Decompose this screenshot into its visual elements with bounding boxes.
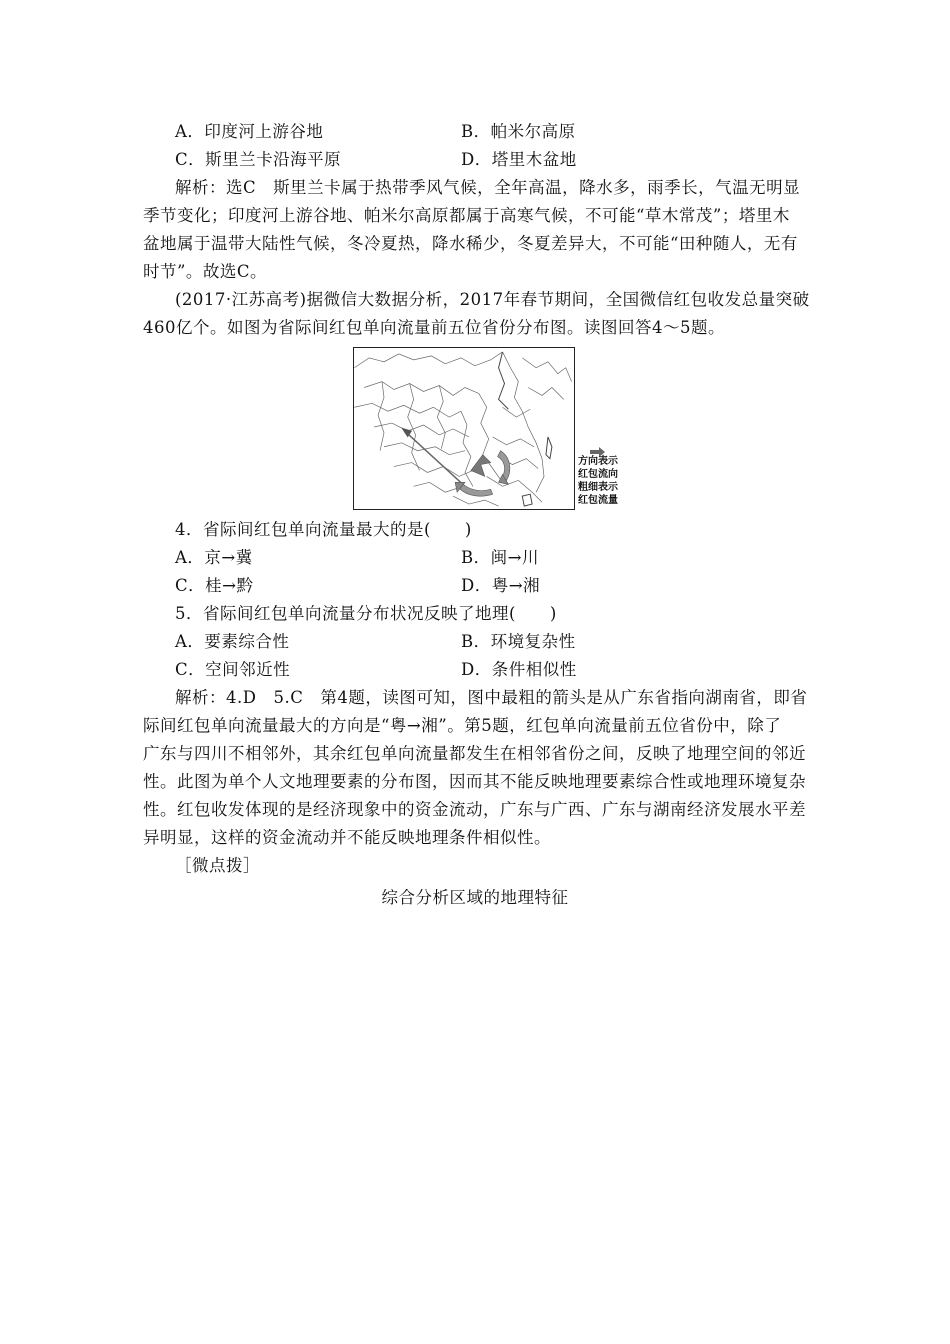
- q4-stem: 4．省际间红包单向流量最大的是( ): [175, 520, 472, 539]
- q3-analysis-line: 解析：选C 斯里兰卡属于热带季风气候，全年高温，降水多，雨季长，气温无明显: [175, 178, 801, 197]
- red-envelope-flow-map: [353, 347, 575, 510]
- q4-option-c: C．桂→黔: [175, 576, 254, 595]
- q4-option-d: D．粤→湘: [461, 576, 541, 595]
- analysis-line: 异明显，这样的资金流动并不能反映地理条件相似性。: [143, 828, 551, 847]
- q5-stem: 5．省际间红包单向流量分布状况反映了地理( ): [175, 604, 557, 623]
- legend-line: 红包流量: [578, 495, 618, 506]
- q3-option-b: B．帕米尔高原: [461, 122, 576, 141]
- q3-option-c: C．斯里兰卡沿海平原: [175, 150, 342, 169]
- analysis-line: 解析：4.D 5.C 第4题，读图可知，图中最粗的箭头是从广东省指向湖南省，即省: [175, 688, 808, 707]
- analysis-line: 性。红包收发体现的是经济现象中的资金流动，广东与广西、广东与湖南经济发展水平差: [143, 800, 806, 819]
- section-title: 综合分析区域的地理特征: [381, 888, 569, 907]
- intro-line: (2017·江苏高考)据微信大数据分析，2017年春节期间，全国微信红包收发总量突破: [175, 290, 810, 309]
- legend-line: 方向表示: [578, 456, 618, 467]
- china-province-map: [354, 348, 574, 509]
- analysis-line: 性。此图为单个人文地理要素的分布图，因而其不能反映地理要素综合性或地理环境复杂: [143, 772, 806, 791]
- analysis-line: 际间红包单向流量最大的方向是“粤→湘”。第5题，红包单向流量前五位省份中，除了: [143, 716, 782, 735]
- legend-line: 红包流向: [578, 469, 618, 480]
- intro-line: 460亿个。如图为省际间红包单向流量前五位省份分布图。读图回答4～5题。: [143, 318, 725, 337]
- q3-option-a: A．印度河上游谷地: [175, 122, 324, 141]
- q3-option-d: D．塔里木盆地: [461, 150, 577, 169]
- q5-option-b: B．环境复杂性: [461, 632, 576, 651]
- map-legend: [578, 455, 618, 507]
- q3-analysis-line: 时节”。故选C。: [143, 262, 268, 281]
- legend-line: 粗细表示: [578, 482, 618, 493]
- q3-analysis-line: 季节变化；印度河上游谷地、帕米尔高原都属于高寒气候，不可能“草木常茂”；塔里木: [143, 206, 790, 225]
- q5-option-c: C．空间邻近性: [175, 660, 291, 679]
- micro-tip-label: ［微点拨］: [175, 856, 260, 875]
- q5-option-d: D．条件相似性: [461, 660, 577, 679]
- analysis-line: 广东与四川不相邻外，其余红包单向流量都发生在相邻省份之间，反映了地理空间的邻近: [143, 744, 806, 763]
- q4-option-a: A．京→冀: [175, 548, 253, 567]
- q5-option-a: A．要素综合性: [175, 632, 290, 651]
- q4-option-b: B．闽→川: [461, 548, 539, 567]
- q3-analysis-line: 盆地属于温带大陆性气候，冬冷夏热，降水稀少，冬夏差异大，不可能“田种随人，无有: [143, 234, 798, 253]
